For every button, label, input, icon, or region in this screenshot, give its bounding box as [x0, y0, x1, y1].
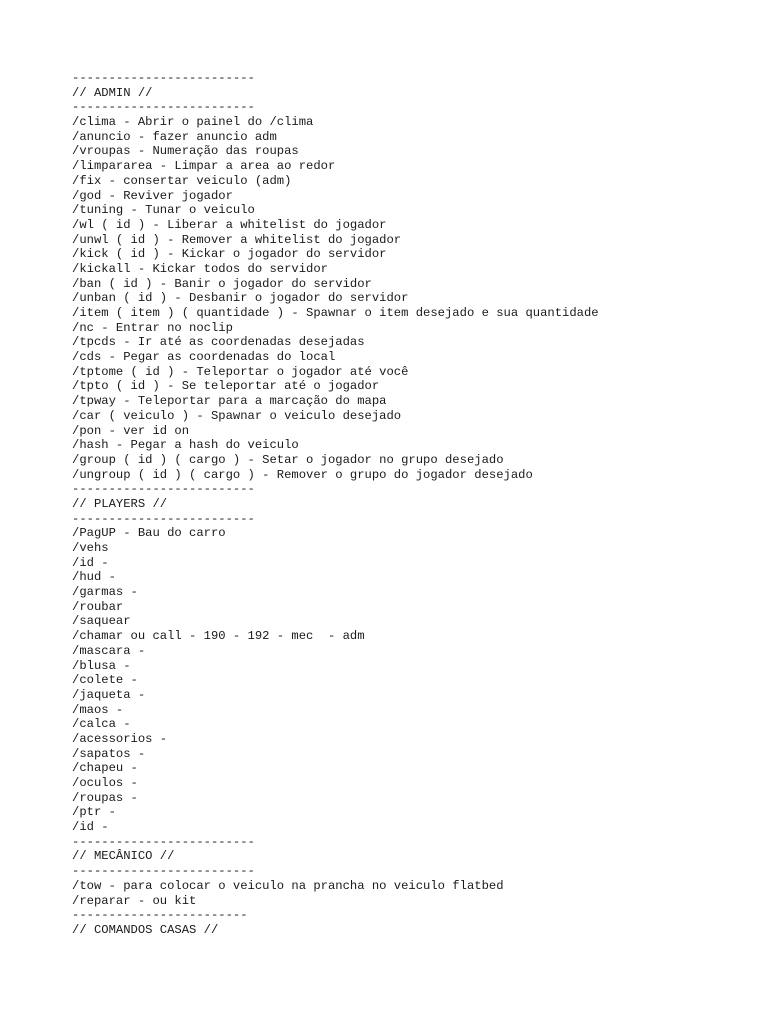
command-line: /tuning - Tunar o veiculo	[72, 203, 255, 218]
separator-line: -------------------------	[72, 511, 255, 526]
command-line: /kick ( id ) - Kickar o jogador do servidor	[72, 247, 387, 262]
command-line: /tptome ( id ) - Teleportar o jogador até você	[72, 364, 409, 379]
separator-line: -------------------------	[72, 482, 255, 497]
command-line: /chapeu -	[72, 761, 138, 776]
command-line: /god - Reviver jogador	[72, 188, 233, 203]
command-line: /tpto ( id ) - Se teleportar até o jogador	[72, 379, 380, 394]
command-line: /pon - ver id on	[72, 423, 190, 438]
command-line: /wl ( id ) - Liberar a whitelist do jogador	[72, 217, 387, 232]
command-line: /sapatos -	[72, 746, 146, 761]
command-line: /id -	[72, 820, 109, 835]
command-line: /roupas -	[72, 790, 138, 805]
command-line: /vehs	[72, 541, 109, 555]
command-line: /chamar ou call - 190 - 192 - mec - adm	[72, 629, 365, 644]
command-line: /ptr -	[72, 805, 116, 820]
command-line: /reparar - ou kit	[72, 893, 197, 908]
command-line: /garmas -	[72, 585, 138, 600]
separator-line: -------------------------	[72, 100, 255, 115]
command-line: /cds - Pegar as coordenadas do local	[72, 350, 336, 365]
command-line: /tpcds - Ir até as coordenadas desejadas	[72, 335, 365, 350]
command-line: /anuncio - fazer anuncio adm	[72, 129, 277, 144]
command-line: /tow - para colocar o veiculo na prancha no veiculo flatbed	[72, 878, 504, 893]
command-line: /unwl ( id ) - Remover a whitelist do jogador	[72, 232, 402, 247]
command-line: /acessorios -	[72, 731, 168, 746]
command-line: /mascara -	[72, 643, 146, 658]
separator-line: -------------------------	[72, 71, 255, 85]
command-line: /vroupas - Numeração das roupas	[72, 144, 299, 159]
command-line: /group ( id ) ( cargo ) - Setar o jogador no grupo desejado	[72, 452, 504, 467]
command-line: /fix - consertar veiculo (adm)	[72, 173, 292, 188]
command-line: /saquear	[72, 614, 131, 629]
command-line: /oculos -	[72, 776, 138, 790]
command-line: /blusa -	[72, 658, 131, 673]
command-line: /nc - Entrar no noclip	[72, 320, 233, 335]
command-line: /kickall - Kickar todos do servidor	[72, 261, 328, 276]
command-line: /id -	[72, 555, 109, 570]
command-line: /clima - Abrir o painel do /clima	[72, 115, 314, 130]
command-line: /PagUP - Bau do carro	[72, 526, 226, 541]
separator-line: ------------------------	[72, 908, 248, 923]
command-line: /ban ( id ) - Banir o jogador do servidor	[72, 276, 372, 291]
document-page	[72, 71, 752, 938]
command-line: /maos -	[72, 702, 124, 717]
command-line: /roubar	[72, 599, 124, 614]
section-heading-mecanico: // MECÂNICO //	[72, 849, 175, 864]
command-line: /item ( item ) ( quantidade ) - Spawnar o item desejado e sua quantidade	[72, 306, 599, 320]
section-heading-comandos-casas: // COMANDOS CASAS //	[72, 922, 219, 937]
separator-line: -------------------------	[72, 834, 255, 849]
command-line: /jaqueta -	[72, 687, 146, 702]
command-line: /ungroup ( id ) ( cargo ) - Remover o grupo do jogador desejado	[72, 467, 533, 482]
command-line: /hud -	[72, 570, 116, 585]
command-line: /calca -	[72, 717, 131, 732]
command-line: /car ( veiculo ) - Spawnar o veiculo desejado	[72, 408, 402, 423]
command-line: /tpway - Teleportar para a marcação do mapa	[72, 394, 387, 409]
command-line: /hash - Pegar a hash do veiculo	[72, 438, 299, 453]
command-line: /limpararea - Limpar a area ao redor	[72, 159, 336, 174]
section-heading-admin: // ADMIN //	[72, 85, 153, 100]
command-line: /colete -	[72, 673, 138, 688]
section-heading-players: // PLAYERS //	[72, 496, 168, 511]
separator-line: -------------------------	[72, 864, 255, 879]
command-line: /unban ( id ) - Desbanir o jogador do servidor	[72, 291, 409, 306]
